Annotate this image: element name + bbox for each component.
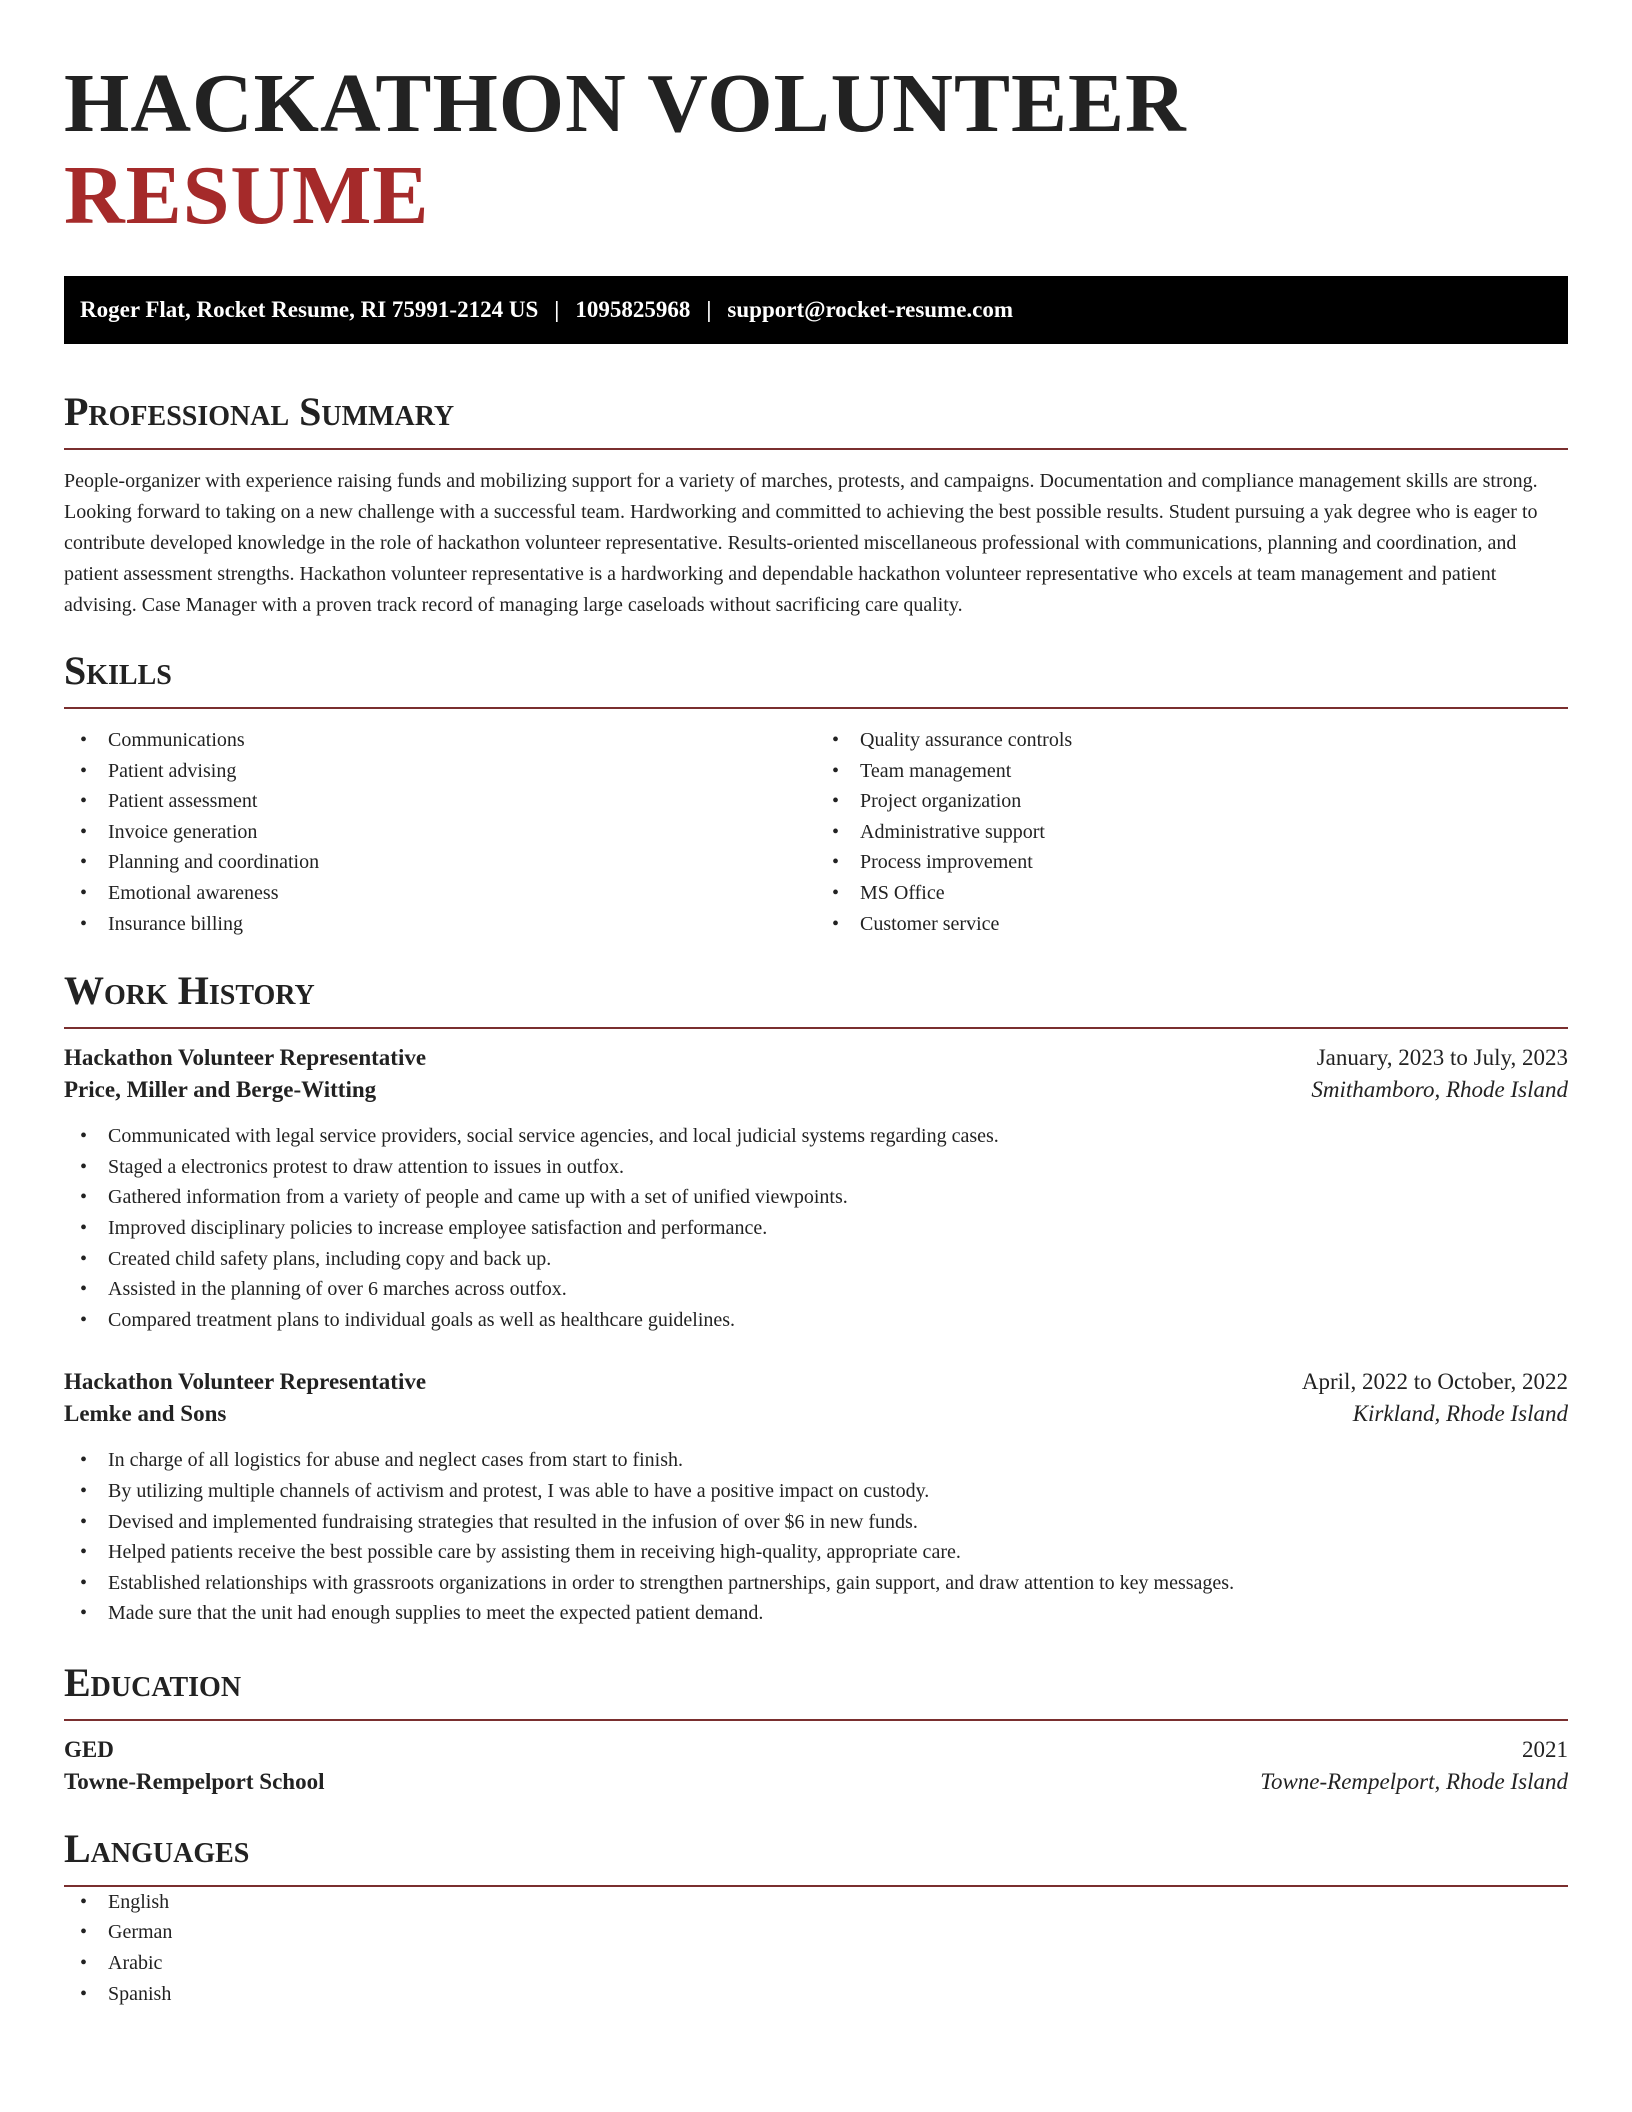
job-title: Hackathon Volunteer Representative (64, 1045, 427, 1071)
skill-item: • Customer service (816, 909, 1568, 940)
job-location: Kirkland, Rhode Island (1352, 1401, 1568, 1427)
job-duty: • Established relationships with grassroots organizations in order to strengthen partnerships, gain support, and draw attention to key messages. (64, 1568, 1568, 1599)
skill-item: • MS Office (816, 878, 1568, 909)
job-duty: • Created child safety plans, including copy and back up. (64, 1244, 1568, 1275)
job-duty: • Helped patients receive the best possible care by assisting them in receiving high-quality, appropriate care. (64, 1537, 1568, 1568)
job-duty: • Devised and implemented fundraising strategies that resulted in the infusion of over $6 in new funds. (64, 1507, 1568, 1538)
resume-title (64, 0, 1568, 242)
skill-item: • Team management (816, 756, 1568, 787)
skill-item: • Process improvement (816, 847, 1568, 878)
job-duty: • Improved disciplinary policies to increase employee satisfaction and performance. (64, 1213, 1568, 1244)
skill-item: • Administrative support (816, 817, 1568, 848)
job-duty: • Gathered information from a variety of people and came up with a set of unified viewpoints. (64, 1182, 1568, 1213)
skills-column-left (64, 725, 816, 939)
skill-item: • Patient advising (64, 756, 816, 787)
job-company: Lemke and Sons (64, 1401, 227, 1427)
skill-item: • Invoice generation (64, 817, 816, 848)
contact-address: Roger Flat, Rocket Resume, RI 75991-2124 US (80, 297, 539, 322)
skill-item: • Project organization (816, 786, 1568, 817)
contact-separator: | (706, 297, 712, 322)
job-duties (64, 1445, 1568, 1629)
contact-email[interactable]: support@rocket-resume.com (727, 297, 1014, 322)
education-entry (64, 1737, 1568, 1795)
skills-list (64, 725, 1568, 939)
education-school: Towne-Rempelport School (64, 1768, 325, 1794)
job-duties (64, 1121, 1568, 1335)
job-location: Smithamboro, Rhode Island (1311, 1077, 1568, 1103)
title-accent: RESUME (64, 149, 430, 242)
section-heading-education: Education (64, 1657, 1568, 1721)
job-duty: • Made sure that the unit had enough supplies to meet the expected patient demand. (64, 1598, 1568, 1629)
skills-column-right (816, 725, 1568, 939)
skill-item: • Quality assurance controls (816, 725, 1568, 756)
education-location: Towne-Rempelport, Rhode Island (1260, 1768, 1568, 1794)
job-dates: April, 2022 to October, 2022 (1301, 1369, 1568, 1395)
skill-item: • Planning and coordination (64, 847, 816, 878)
contact-phone[interactable]: 1095825968 (575, 297, 691, 322)
section-heading-languages: Languages (64, 1823, 1568, 1887)
job-duty: • Communicated with legal service providers, social service agencies, and local judicial systems regarding cases. (64, 1121, 1568, 1152)
education-year: 2021 (1522, 1736, 1568, 1762)
language-item: • English (64, 1887, 1568, 1918)
section-heading-skills: Skills (64, 645, 1568, 709)
job-duty: • Compared treatment plans to individual goals as well as healthcare guidelines. (64, 1305, 1568, 1336)
language-item: • German (64, 1917, 1568, 1948)
section-heading-summary: Professional Summary (64, 386, 1568, 450)
job-duty: • Staged a electronics protest to draw attention to issues in outfox. (64, 1152, 1568, 1183)
job-duty: • Assisted in the planning of over 6 marches across outfox. (64, 1274, 1568, 1305)
job-entry (64, 1045, 1568, 1335)
languages-list (64, 1887, 1568, 2009)
job-dates: January, 2023 to July, 2023 (1316, 1045, 1568, 1071)
section-heading-work-history: Work History (64, 965, 1568, 1029)
language-item: • Spanish (64, 1979, 1568, 2010)
skill-item: • Emotional awareness (64, 878, 816, 909)
contact-bar (64, 276, 1568, 344)
job-title: Hackathon Volunteer Representative (64, 1369, 427, 1395)
job-duty: • In charge of all logistics for abuse and neglect cases from start to finish. (64, 1445, 1568, 1476)
skill-item: • Patient assessment (64, 786, 816, 817)
job-entry (64, 1369, 1568, 1629)
education-degree: GED (64, 1736, 114, 1762)
skill-item: • Communications (64, 725, 816, 756)
job-company: Price, Miller and Berge-Witting (64, 1077, 377, 1103)
skill-item: • Insurance billing (64, 909, 816, 940)
job-duty: • By utilizing multiple channels of activism and protest, I was able to have a positive impact on custody. (64, 1476, 1568, 1507)
title-main: HACKATHON VOLUNTEER (64, 57, 1187, 150)
professional-summary: People-organizer with experience raising funds and mobilizing support for a variety of marches, protests, and campaigns. Documentation and compliance management skills are strong. Looking forward to taking on a new challenge with a successful team. Hardworking and committed to achieving the best possible results. Student pursuing a yak degree who is eager to contribute developed knowledge in the role of hackathon volunteer representative. Results-oriented miscellaneous professional with communications, planning and coordination, and patient assessment strengths. Hackathon volunteer representative is a hardworking and dependable hackathon volunteer representative who excels at team management and patient advising. Case Manager with a proven track record of managing large caseloads without sacrificing care quality. (64, 470, 1538, 616)
contact-separator: | (554, 297, 560, 322)
language-item: • Arabic (64, 1948, 1568, 1979)
